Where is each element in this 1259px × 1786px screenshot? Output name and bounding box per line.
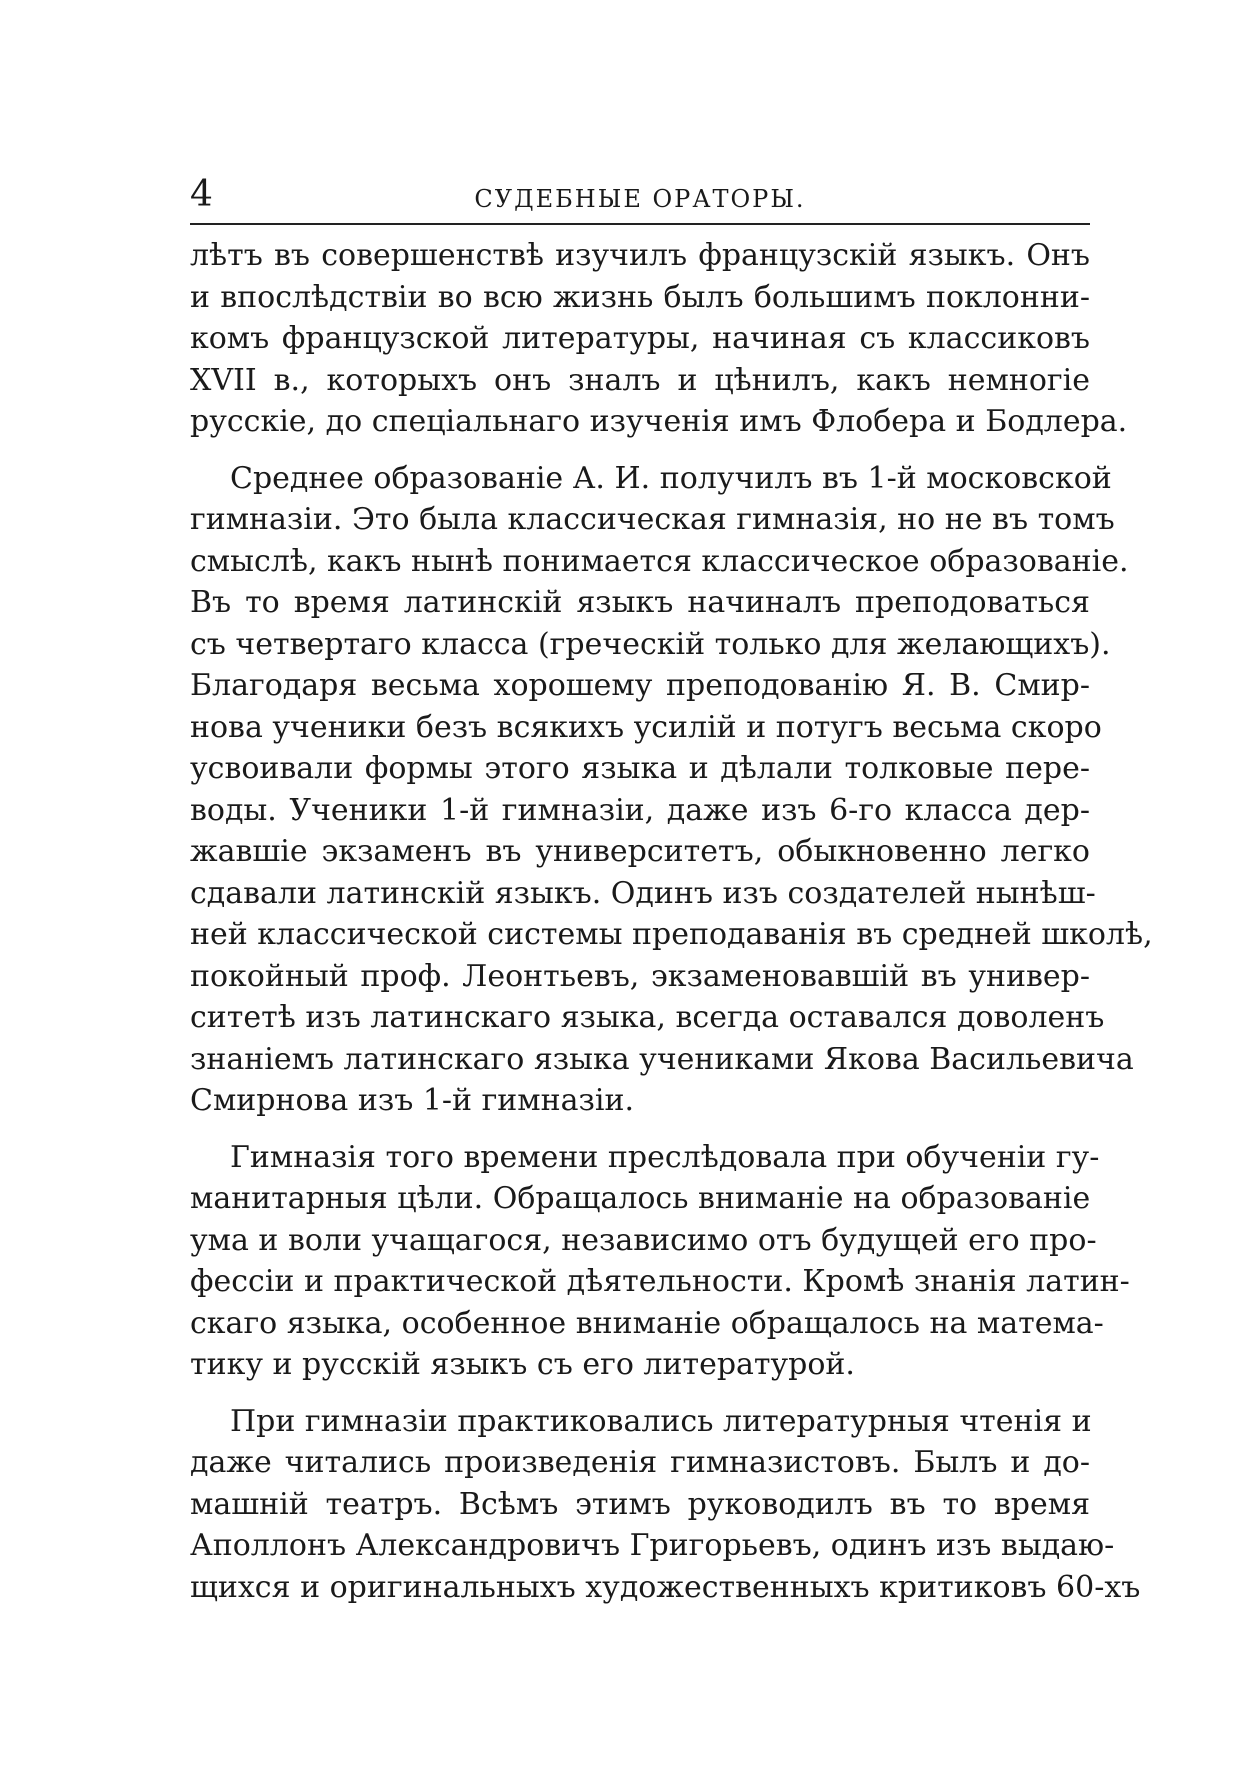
text-line: комъ французской литературы, начиная съ классиковъ — [190, 321, 1090, 356]
paragraph-1 — [190, 235, 1128, 443]
text-line: ней классической системы преподаванія въ средней школѣ, — [190, 917, 1153, 952]
page-body — [190, 235, 1153, 1608]
text-line: При гимназіи практиковались литературныя чтенія и — [230, 1403, 1092, 1439]
text-line: тику и русскій языкъ съ его литературой. — [190, 1347, 855, 1382]
text-line: и впослѣдствіи во всю жизнь былъ большимъ поклонни- — [190, 279, 1090, 315]
page-number: 4 — [190, 174, 213, 215]
text-line: знаніемъ латинскаго языка учениками Якова Васильевича — [190, 1041, 1134, 1077]
text-line: Среднее образованіе А. И. получилъ въ 1-й московской — [230, 460, 1112, 496]
book-page — [190, 174, 1153, 1623]
text-line: съ четвертаго класса (греческій только для желающихъ). — [190, 626, 1111, 662]
text-line: русскіе, до спеціальнаго изученія имъ Флобера и Бодлера. — [190, 404, 1128, 439]
paragraph-2 — [190, 458, 1153, 1122]
text-line: ситетѣ изъ латинскаго языка, всегда оставался доволенъ — [190, 1000, 1105, 1035]
text-line: фессіи и практической дѣятельности. Кромѣ знанія латин- — [190, 1264, 1130, 1299]
page-header — [190, 175, 1090, 235]
text-line: Смирнова изъ 1-й гимназіи. — [190, 1083, 635, 1118]
text-line: скаго языка, особенное вниманіе обращалось на матема- — [190, 1305, 1104, 1341]
text-line: ума и воли учащагося, независимо отъ будущей его про- — [190, 1222, 1097, 1258]
text-line: щихся и оригинальныхъ художественныхъ критиковъ 60-хъ — [190, 1569, 1141, 1605]
text-line: гимназіи. Это была классическая гимназія, но не въ томъ — [190, 502, 1115, 537]
text-line: Гимназія того времени преслѣдовала при обученіи гу- — [230, 1139, 1100, 1175]
text-line: Въ то время латинскій языкъ начиналъ преподоваться — [190, 585, 1090, 620]
text-line: усвоивали формы этого языка и дѣлали толковые пере- — [190, 751, 1090, 786]
text-line: XVII в., которыхъ онъ зналъ и цѣнилъ, какъ немногіе — [190, 362, 1090, 398]
text-line: сдавали латинскій языкъ. Одинъ изъ создателей нынѣш- — [190, 875, 1096, 911]
text-line: жавшіе экзаменъ въ университетъ, обыкновенно легко — [190, 834, 1090, 869]
text-line: Аполлонъ Александровичъ Григорьевъ, одинъ изъ выдаю- — [190, 1528, 1115, 1563]
text-line: воды. Ученики 1-й гимназіи, даже изъ 6-го класса дер- — [190, 792, 1090, 828]
text-line: манитарныя цѣли. Обращалось вниманіе на образованіе — [190, 1181, 1091, 1216]
text-line: Благодаря весьма хорошему преподованію Я. В. Смир- — [190, 668, 1090, 703]
text-line: покойный проф. Леонтьевъ, экзаменовавшій въ универ- — [190, 958, 1090, 994]
text-line: смыслѣ, какъ нынѣ понимается классическое образованіе. — [190, 543, 1129, 579]
paragraph-4 — [190, 1401, 1141, 1609]
text-line: лѣтъ въ совершенствѣ изучилъ французскій языкъ. Онъ — [190, 238, 1090, 273]
text-line: даже читались произведенія гимназистовъ. Былъ и до- — [190, 1445, 1090, 1480]
running-title: СУДЕБНЫЕ ОРАТОРЫ. — [474, 185, 806, 213]
header-rule — [190, 223, 1090, 225]
text-line: нова ученики безъ всякихъ усилій и потугъ весьма скоро — [190, 709, 1102, 745]
text-line: машній театръ. Всѣмъ этимъ руководилъ въ то время — [190, 1486, 1090, 1522]
paragraph-3 — [190, 1137, 1130, 1386]
